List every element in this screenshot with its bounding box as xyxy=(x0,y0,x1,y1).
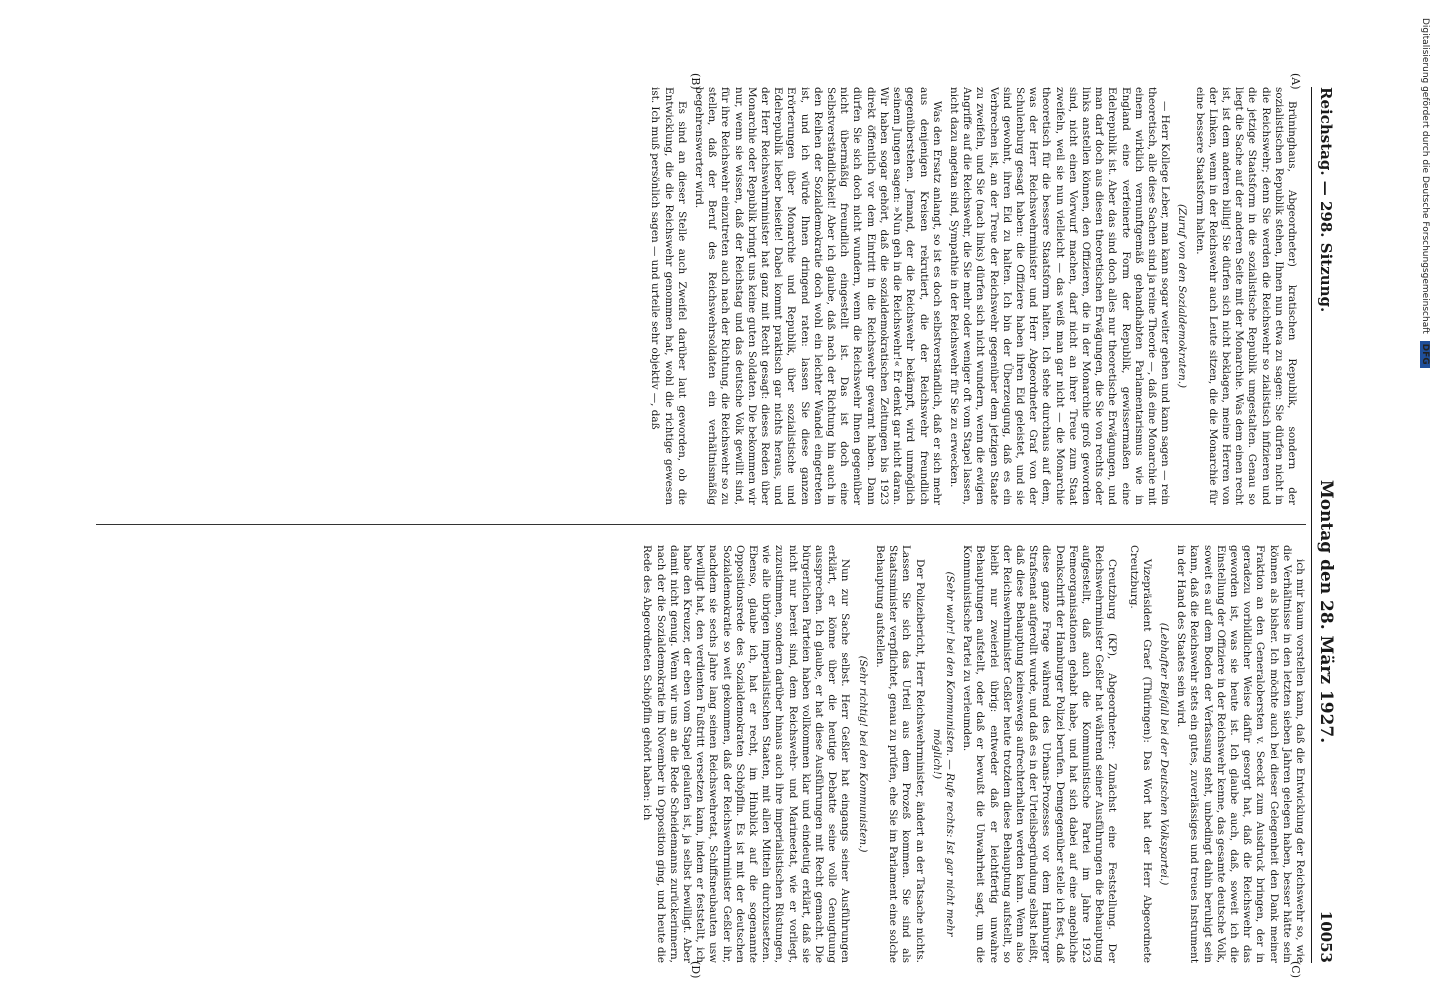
paragraph: Nun zur Sache selbst. Herr Geßler hat eingangs seiner Ausführungen erklärt, er könne über die heutige Debatte seine volle Genugtuung aussprechen. Ich glaube, er hat diese Ausführungen mit Recht gemacht. Die bürgerlichen Parteien haben vollkommen klar und eindeutig erklärt, daß sie nicht nur bereit sind, dem Reichswehr- und Marineetat, wie er vorliegt, zuzustimmen, sondern darüber hinaus auch ihre imperialistischen Rüstungen, wie alle übrigen imperialistischen Staaten, mit allen Mitteln durchzusetzen. Ebenso, glaube ich, hat er recht, im Hinblick auf die sogenannte Oppositionsrede des Sozialdemokraten Schöpflin. Es ist mit der deutschen Sozialdemokratie so weit gekommen, daß der Reichswehrminister Geßler ihr, nachdem sie sechs Jahre lang seinen Reichswehretat, Schiffsneubauten usw bewilligt hat, den verdienten Fußtritt versetzen kann, indem er feststellt, ich habe den Kreuzer, der eben vom Stapel gelaufen ist, ja selbst bewilligt. Aber damit nicht genug. Wenn wir uns an die Rede Scheidemanns zurückerinnern, nach der die Sozialdemokratie im November in Opposition ging, und heute die Rede des Abgeordneten Schöpflin gehört haben: ich xyxy=(641,545,852,963)
margin-marker-b: (B) xyxy=(689,73,702,90)
left-column xyxy=(96,87,1306,505)
column-divider xyxy=(96,524,1306,525)
margin-marker-a: (A) xyxy=(1289,73,1302,90)
interjection: (Sehr wahr! bei den Kommunisten. — Rufe rechts: Ist gar nicht mehr möglich!) xyxy=(930,571,956,937)
paragraph: Creutzburg (KP), Abgeordneter: Zunächst eine Feststellung. Der Reichswehrminister Geßler hat während seiner Ausführungen die Behauptung aufgestellt, daß auch die Kommunistische Partei im Jahre 1923 Femeorganisationen gehabt habe, und hat sich dabei auf eine angebliche Denkschrift der Hamburger Polizei berufen. Demgegenüber stelle ich fest, daß diese ganze Frage während des Urbans-Prozesses vor dem Hamburger Strafsenat aufgerollt wurde, und daß es in der Urteilsbegründung selbst heißt, daß diese Behauptung keineswegs aufrechterhalten werden kann. Wenn also der Reichswehrminister Geßler heute trotzdem diese Behauptung aufstellt, so bleibt nur zweierlei übrig: entweder daß er leichtfertig unwahre Behauptungen aufstellt, oder daß er bewußt die Unwahrheit sagt, um die Kommunistische Partei zu verleumden. xyxy=(961,545,1119,963)
margin-marker-c: (C) xyxy=(1289,961,1302,978)
page-number: 10053 xyxy=(1317,910,1335,963)
document-page xyxy=(82,73,1342,979)
paragraph: — Herr Kollege Leber, man kann sogar weiter gehen und kann sagen — rein theoretisch, alle diese Sachen sind ja reine Theorie —, daß eine Monarchie mit einem wirklich vernunftgemäß gehandhabten Parlamentarismus wie in England eine verfeinerte Form der Republik, gewissermaßen eine Edelrepublik ist. Aber das sind doch alles nur theoretische Erwägungen, und man darf doch aus diesen theoretischen Erwägungen, die Sie von rechts oder links anstellen können, den Offizieren, die in der Monarchie groß geworden sind, nicht einen Vorwurf machen, darf nicht an ihrer Treue zum Staat zweifeln, weil sie nun vielleicht — das weiß man gar nicht — die Monarchie theoretisch für die bessere Staatsform halten. Ich stehe durchaus auf dem, was der Herr Reichswehrminister und Herr Abgeordneter Graf von der Schulenburg gesagt haben: die Offiziere haben ihren Eid geleistet, und sie sind gewohnt, ihren Eid zu halten. Ich bin der Überzeugung, daß es ein Verbrechen ist, an der Treue der Reichswehr gegenüber dem jetzigen Staate zu zweifeln, und Sie (nach links) dürfen sich nicht wundern, wenn die ewigen Angriffe auf die Reichswehr, die Sie mehr oder weniger oft vom Stapel lassen, nicht dazu angetan sind, Sympathie in der Reichswehr für Sie zu erwecken. xyxy=(947,87,1172,505)
paragraph: Vizepräsident Graef (Thüringen): Das Wort hat der Herr Abgeordnete Creutzburg. xyxy=(1127,545,1153,963)
header-session: Reichstag. — 298. Sitzung. xyxy=(1317,87,1335,313)
credit-text: Digitalisierung gefördert durch die Deutsche Forschungsgemeinschaft xyxy=(1420,18,1430,334)
dfg-logo-badge: DFG xyxy=(1420,341,1430,368)
paragraph: Der Polizeibericht, Herr Reichswehrminister, ändert an der Tatsache nichts. Lassen Sie sich das Urteil aus dem Prozeß kommen. Sie sind als Staatsminister verpflichtet, genau zu prüfen, ehe Sie im Parlament eine solche Behauptung aufstellen. xyxy=(873,545,926,963)
paragraph: Was den Ersatz anlangt, so ist es doch selbstverständlich, daß er sich mehr aus denjenigen Kreisen rekrutiert, die der Reichswehr freundlich gegenüberstehen. Jemand, der die Reichswehr bekämpft, wird unmöglich seinem Jungen sagen: »Nun geh in die Reichswehr!« Er denkt gar nicht daran. Wir haben sogar gehört, daß die sozialdemokratischen Zeitungen bis 1923 direkt öffentlich vor dem Eintritt in die Reichswehr gewarnt haben. Dann dürfen Sie sich doch nicht wundern, wenn die Reichswehr Ihnen gegenüber nicht übermäßig freundlich eingestellt ist. Das ist doch eine Selbstverständlichkeit! Aber ich glaube, daß nach der Richtung hin auch in den Reihen der Sozialdemokratie doch wohl ein leichter Wandel eingetreten ist, und ich würde Ihnen dringend raten: lassen Sie diese ganzen Erörterungen über Monarchie und Republik, über sozialistische und Edelrepublik lieber beiseite! Dabei kommt praktisch gar nichts heraus, und der Herr Reichswehrminister hat ganz mit Recht gesagt: dieses Reden über Monarchie oder Republik bringt uns keine guten Soldaten. Die bekommen wir nur, wenn sie wissen, daß der Reichstag und das deutsche Volk gewillt sind, für ihre Reichswehr einzutreten auch nach der Richtung, die Reichswehr so zu stellen, daß der Beruf des Reichswehrsoldaten ein verhältnismäßig begehrenswerter wird. xyxy=(693,87,943,505)
header-date: Montag den 28. März 1927. xyxy=(1316,479,1336,744)
paragraph: ich mir kaum vorstellen kann, daß die Entwicklung der Reichswehr so, wie die Verhältnisse in den letzten sieben Jahren gelegen haben, besser hätte sein können als bisher. Ich möchte auch bei dieser Gelegenheit den Dank meiner Fraktion an den Generalobersten v. Seeckt zum Ausdruck bringen, der in geradezu vorbildlicher Weise dafür gesorgt hat, daß die Reichswehr das geworden ist, was sie heute ist. Ich glaube auch, daß, soweit ich die Einstellung der Offiziere in der Reichswehr kenne, das gesamte deutsche Volk, soweit es auf dem Boden der Verfassung steht, unbedingt dahin beruhigt sein kann, daß die Reichswehr stets ein gutes, zuverlässiges und treues Instrument in der Hand des Staates sein wird. xyxy=(1175,545,1306,963)
paragraph: Es sind an dieser Stelle auch Zweifel darüber laut geworden, ob die Entwicklung, die die Reichswehr genommen hat, wohl die richtige gewesen ist. Ich muß persönlich sagen — und urteile sehr objektiv —, daß xyxy=(649,87,688,505)
paragraph: Brüninghaus, Abgeordneter) kratischen Republik, sondern der sozialistischen Republik stehen, Ihnen nun etwa zu sagen: Sie dürfen nicht in die Reichswehr; denn Sie werden die Reichswehr so zialistisch infizieren und die jetzige Staatsform in die sozialistische Republik umgestalten. Genau so liegt die Sache auf der anderen Seite mit der Monarchie. Was dem einen recht ist, ist dem anderen billig! Sie dürfen sich nicht beklagen, meine Herren von der Linken, wenn in der Reichswehr auch Leute sitzen, die die Monarchie für eine bessere Staatsform halten. xyxy=(1193,87,1298,505)
margin-marker-d: (D) xyxy=(689,961,702,979)
interjection: (Sehr richtig! bei den Kommunisten.) xyxy=(856,655,869,853)
digitization-credit xyxy=(1416,18,1430,958)
page-header xyxy=(1314,87,1338,963)
header-rule xyxy=(1311,87,1312,963)
interjection: (Zuruf von den Sozialdemokraten.) xyxy=(1176,203,1189,389)
interjection: (Lebhafter Beifall bei der Deutschen Volkspartei.) xyxy=(1157,622,1170,886)
right-column xyxy=(96,545,1306,963)
